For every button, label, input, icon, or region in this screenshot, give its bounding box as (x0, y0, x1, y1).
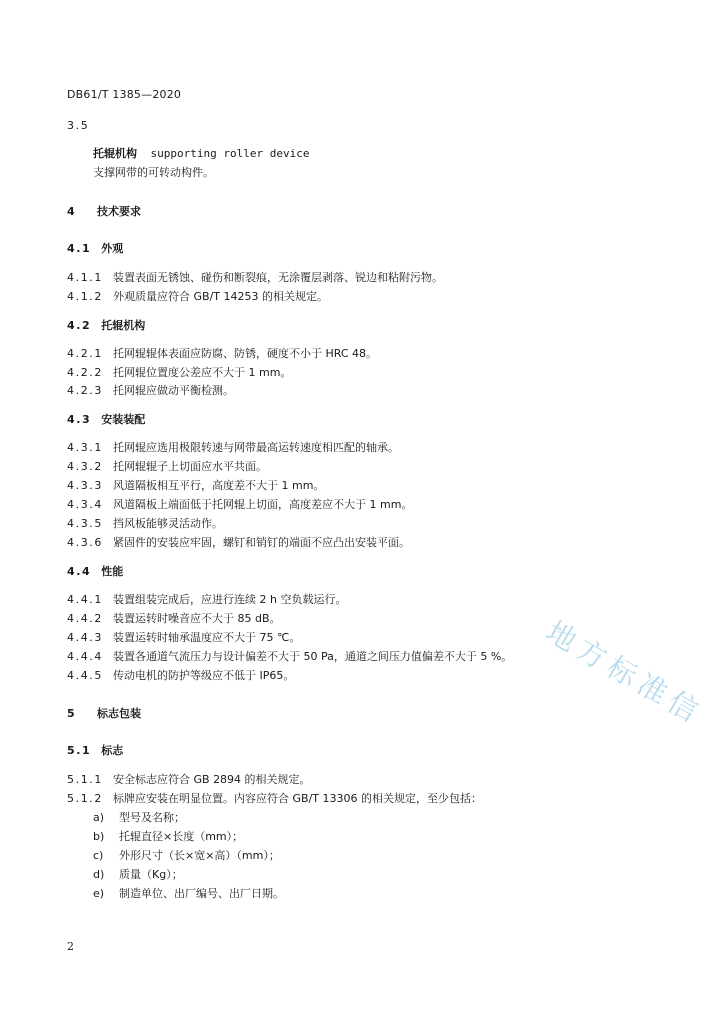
term-zh: 托辊机构 (93, 147, 137, 160)
subsection-number: 5.1 (67, 744, 92, 757)
clause-4-4-1 (67, 593, 346, 607)
clause-text: 装置运转时噪音应不大于 85 dB。 (113, 612, 281, 625)
list-text: 制造单位、出厂编号、出厂日期。 (119, 887, 284, 900)
list-text: 托辊直径×长度（mm）； (119, 830, 244, 843)
list-tag: e) (93, 887, 105, 900)
term-number-label: 3.5 (67, 119, 90, 132)
subsection-title: 外观 (101, 242, 124, 255)
list-item-d (93, 868, 183, 882)
clause-4-3-1 (67, 441, 399, 455)
clause-number: 4.3.5 (67, 517, 103, 530)
section-number: 4 (67, 205, 75, 218)
section-title: 标志包装 (97, 707, 141, 720)
clause-4-3-6 (67, 536, 410, 550)
clause-number: 4.3.1 (67, 441, 103, 454)
clause-text: 紧固件的安装应牢固，螺钉和销钉的端面不应凸出安装平面。 (113, 536, 410, 549)
clause-number: 5.1.2 (67, 792, 103, 805)
subsection-title: 安装装配 (101, 413, 146, 426)
list-tag: a) (93, 811, 105, 824)
clause-4-4-5 (67, 669, 294, 683)
clause-text: 风道隔板相互平行，高度差不大于 1 mm。 (113, 479, 325, 492)
document-code: DB61/T 1385—2020 (67, 88, 182, 101)
list-item-c (93, 849, 280, 863)
list-tag: d) (93, 868, 105, 881)
section-heading-4 (67, 205, 141, 219)
clause-text: 安全标志应符合 GB 2894 的相关规定。 (113, 773, 311, 786)
clause-text: 外观质量应符合 GB/T 14253 的相关规定。 (113, 290, 328, 303)
clause-4-2-1 (67, 347, 377, 361)
clause-4-3-4 (67, 498, 412, 512)
clause-text: 装置各通道气流压力与设计偏差不大于 50 Pa，通道之间压力值偏差不大于 5 %。 (113, 650, 513, 663)
clause-text: 托网辊辊子上切面应水平共面。 (113, 460, 267, 473)
clause-number: 4.4.3 (67, 631, 103, 644)
subsection-number: 4.2 (67, 319, 92, 332)
list-item-e (93, 887, 284, 901)
list-item-b (93, 830, 243, 844)
term-definition: 支撑网带的可转动构件。 (93, 166, 214, 179)
clause-4-3-3 (67, 479, 324, 493)
clause-number: 4.3.4 (67, 498, 103, 511)
clause-5-1-2 (67, 792, 482, 806)
subsection-heading-4-3 (67, 413, 145, 427)
section-number: 5 (67, 707, 75, 720)
term-heading (93, 147, 309, 161)
page-number: 2 (67, 940, 74, 953)
clause-4-4-2 (67, 612, 281, 626)
list-text: 外形尺寸（长×宽×高）（mm）； (119, 849, 280, 862)
list-text: 质量（Kg）； (119, 868, 183, 881)
clause-number: 5.1.1 (67, 773, 103, 786)
list-text: 型号及名称； (119, 811, 185, 824)
clause-number: 4.1.2 (67, 290, 103, 303)
list-tag: b) (93, 830, 105, 843)
clause-text: 装置组装完成后，应进行连续 2 h 空负载运行。 (113, 593, 347, 606)
subsection-heading-5-1 (67, 744, 123, 758)
clause-number: 4.4.5 (67, 669, 103, 682)
clause-4-4-4 (67, 650, 512, 664)
clause-4-2-2 (67, 366, 291, 380)
clause-number: 4.3.2 (67, 460, 103, 473)
clause-5-1-1 (67, 773, 311, 787)
term-number (67, 119, 89, 133)
subsection-number: 4.4 (67, 565, 92, 578)
clause-text: 托网辊应做动平衡检测。 (113, 384, 234, 397)
clause-4-2-3 (67, 384, 234, 398)
clause-text: 风道隔板上端面低于托网辊上切面，高度差应不大于 1 mm。 (113, 498, 413, 511)
clause-number: 4.2.1 (67, 347, 103, 360)
clause-4-4-3 (67, 631, 300, 645)
clause-number: 4.2.3 (67, 384, 103, 397)
clause-text: 装置表面无锈蚀、碰伤和断裂痕，无涂覆层剥落、锐边和粘附污物。 (113, 271, 443, 284)
section-title: 技术要求 (97, 205, 141, 218)
list-tag: c) (93, 849, 104, 862)
clause-text: 标牌应安装在明显位置。内容应符合 GB/T 13306 的相关规定，至少包括： (113, 792, 482, 805)
subsection-heading-4-2 (67, 319, 145, 333)
section-heading-5 (67, 707, 141, 721)
clause-4-3-5 (67, 517, 223, 531)
term-en: supporting roller device (150, 147, 310, 160)
clause-number: 4.2.2 (67, 366, 103, 379)
watermark: 地方标准信 (540, 614, 710, 732)
clause-number: 4.1.1 (67, 271, 103, 284)
clause-text: 托网辊位置度公差应不大于 1 mm。 (113, 366, 292, 379)
clause-text: 装置运转时轴承温度应不大于 75 ℃。 (113, 631, 301, 644)
clause-number: 4.3.3 (67, 479, 103, 492)
subsection-heading-4-4 (67, 565, 123, 579)
clause-number: 4.4.2 (67, 612, 103, 625)
subsection-title: 性能 (101, 565, 124, 578)
clause-4-1-2 (67, 290, 328, 304)
subsection-heading-4-1 (67, 242, 123, 256)
clause-number: 4.3.6 (67, 536, 103, 549)
clause-text: 托网辊应选用极限转速与网带最高运转速度相匹配的轴承。 (113, 441, 399, 454)
subsection-number: 4.3 (67, 413, 92, 426)
clause-4-1-1 (67, 271, 443, 285)
clause-number: 4.4.4 (67, 650, 103, 663)
clause-text: 托网辊辊体表面应防腐、防锈，硬度不小于 HRC 48。 (113, 347, 378, 360)
clause-text: 挡风板能够灵活动作。 (113, 517, 223, 530)
subsection-title: 托辊机构 (101, 319, 146, 332)
list-item-a (93, 811, 185, 825)
subsection-number: 4.1 (67, 242, 92, 255)
clause-4-3-2 (67, 460, 267, 474)
clause-number: 4.4.1 (67, 593, 103, 606)
clause-text: 传动电机的防护等级应不低于 IP65。 (113, 669, 295, 682)
subsection-title: 标志 (101, 744, 124, 757)
